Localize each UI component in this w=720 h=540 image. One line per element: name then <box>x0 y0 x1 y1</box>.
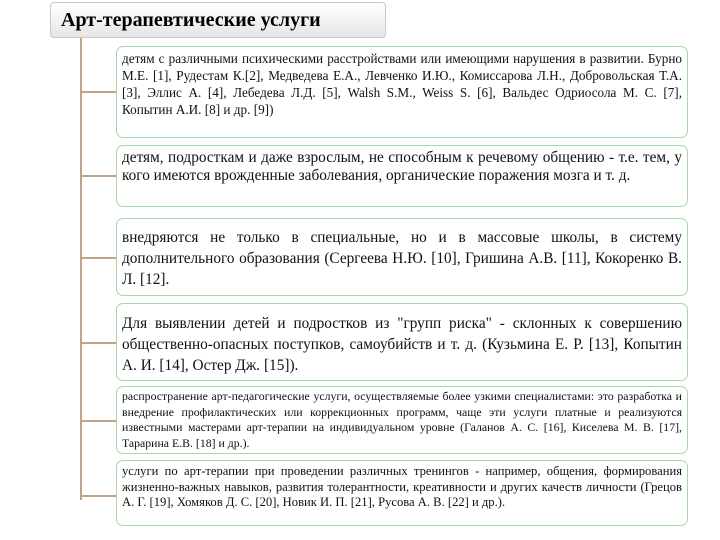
service-item-1 <box>116 46 688 138</box>
service-item-text: распространение арт-педагогические услуги, осуществляемые более узкими специалистами: это разработка и внедрение профилактических или коррекционных программ, чаще эти услуги платные и реализуются известными мастерами арт-терапии на индивидуальном уровне (Галанов А. С. [16], Киселева М. В. [17], Тарарина Е.В. [18] и др.). <box>122 389 682 450</box>
connector-branch-5 <box>80 420 116 422</box>
service-item-text: детям, подросткам и даже взрослым, не способным к речевому общению - т.е. тем, у кого имеются врожденные заболевания, органические поражения мозга и т. д. <box>122 149 682 184</box>
diagram-title: Арт-терапевтические услуги <box>50 2 386 38</box>
service-item-text: внедряются не только в специальные, но и в массовые школы, в систему дополнительного образования (Сергеева Н.Ю. [10], Гришина А.В. [11], Кокоренко В. Л. [12]. <box>122 229 682 288</box>
service-item-3 <box>116 218 688 296</box>
service-item-text: детям с различными психическими расстройствами или имеющими нарушения в развитии. Бурно М.Е. [1], Рудестам К.[2], Медведева Е.А., Левченко И.Ю., Комиссарова Л.Н., Добровольская Т.А.[3], Эллис А. [4], Лебедева Л.Д. [5], Walsh S.M., Weiss S. [6], Вальдес Одриосола М. С. [7], Копытин А.И. [8] и др. [9]) <box>122 51 682 117</box>
service-item-5 <box>116 386 688 454</box>
service-item-6 <box>116 460 688 526</box>
connector-branch-6 <box>80 495 116 497</box>
service-item-text: услуги по арт-терапии при проведении различных тренингов - например, общения, формирования жизненно-важных навыков, развития толерантности, креативности и других качеств личности (Грецов А. Г. [19], Хомяков Д. С. [20], Новик И. П. [21], Русова А. В. [22] и др.). <box>122 464 682 509</box>
service-item-text: Для выявлении детей и подростков из "групп риска" - склонных к совершению общественно-опасных поступков, самоубийств и т. д. (Кузьмина Е. Р. [13], Копытин А. И. [14], Остер Дж. [15]). <box>122 315 682 374</box>
connector-branch-3 <box>80 257 116 259</box>
connector-branch-4 <box>80 342 116 344</box>
connector-spine <box>80 38 82 500</box>
connector-branch-2 <box>80 175 116 177</box>
service-item-2 <box>116 145 688 207</box>
service-item-4 <box>116 303 688 381</box>
connector-branch-1 <box>80 91 116 93</box>
